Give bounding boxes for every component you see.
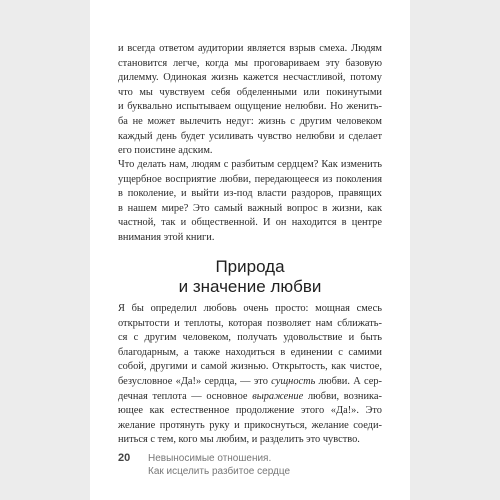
text-line — [118, 433, 382, 448]
text-line: и всегда ответом аудитории является взрыв смеха. Людям — [118, 43, 382, 54]
text-run: дечная теплота — основное — [118, 390, 253, 402]
heading-line: Природа — [215, 257, 285, 276]
text-run: безусловное «Да!» сердца, — это — [118, 375, 272, 387]
text-line — [118, 390, 382, 405]
text-line — [118, 317, 382, 332]
text-line: в поколение, и выйти из-под власти раздоров, правящих — [118, 188, 382, 200]
text-line: Что делать нам, людям с разбитым сердцем? Как изменить — [118, 159, 382, 170]
text-line: дилемму. Одинокая жизнь кажется несчастливой, потому — [118, 72, 382, 84]
running-title — [148, 452, 290, 478]
section-heading — [90, 257, 410, 297]
text-line: ба не может вылечить недуг: жизнь с другим человеком — [118, 115, 382, 127]
text-run: любви. А сер- — [315, 375, 382, 387]
text-run: ниться с тем, кого мы любим, и разделить это чувство. — [118, 434, 360, 446]
text-line: что мы чувствуем себя обделенными или покинутыми — [118, 86, 382, 98]
text-line — [118, 419, 382, 434]
paragraph-2 — [118, 158, 382, 246]
text-run: любви, возника- — [303, 390, 383, 402]
text-run: открытости и теплоты, которая позволяет нам сближать- — [118, 317, 382, 329]
text-line — [118, 375, 382, 390]
text-line: каждый день будет усиливать чувство нелюбви и сделает — [118, 130, 382, 142]
running-title-line: Как исцелить разбитое сердце — [148, 466, 291, 477]
text-run: Я бы определил любовь очень просто: мощная смесь — [118, 303, 382, 314]
text-line: его поистине адским. — [118, 145, 213, 157]
paragraph-1 — [118, 42, 382, 159]
running-title-line: Невыносимые отношения. — [148, 453, 272, 464]
text-run: желание протянуть руку и прикоснуться, желание соеди- — [118, 419, 382, 431]
text-line: ущербное восприятие любви, передающееся из поколения — [118, 173, 382, 185]
text-line: частной, так и общественной. И он находится в центре — [118, 217, 382, 229]
text-run: благодарным, а также находиться в единении с самими — [118, 346, 382, 358]
text-run: ся с другим человеком, получать удовольствие и быть — [118, 332, 382, 344]
text-run: ющее как естественное продолжение этого «Да!». Это — [118, 405, 382, 417]
text-line — [118, 346, 382, 361]
text-line: и буквально испытываем ощущение нелюбви. Но женить- — [118, 101, 382, 113]
text-line: становится легче, когда мы проговариваем эту базовую — [118, 57, 382, 69]
text-line — [118, 302, 382, 317]
emphasis: выражение — [252, 390, 304, 402]
paragraph-3 — [118, 302, 382, 448]
text-line: внимания этой книги. — [118, 231, 215, 243]
text-line — [118, 331, 382, 346]
heading-line: и значение любви — [178, 277, 322, 296]
book-page — [90, 0, 410, 500]
text-run: собой, другими и самой жизнью. Открытость, как чистое, — [118, 361, 382, 373]
text-line — [118, 404, 382, 419]
emphasis: сущность — [271, 375, 316, 387]
text-line: в нашем мире? Это самый важный вопрос в жизни, как — [118, 202, 382, 214]
text-line — [118, 360, 382, 375]
page-number: 20 — [118, 452, 131, 464]
